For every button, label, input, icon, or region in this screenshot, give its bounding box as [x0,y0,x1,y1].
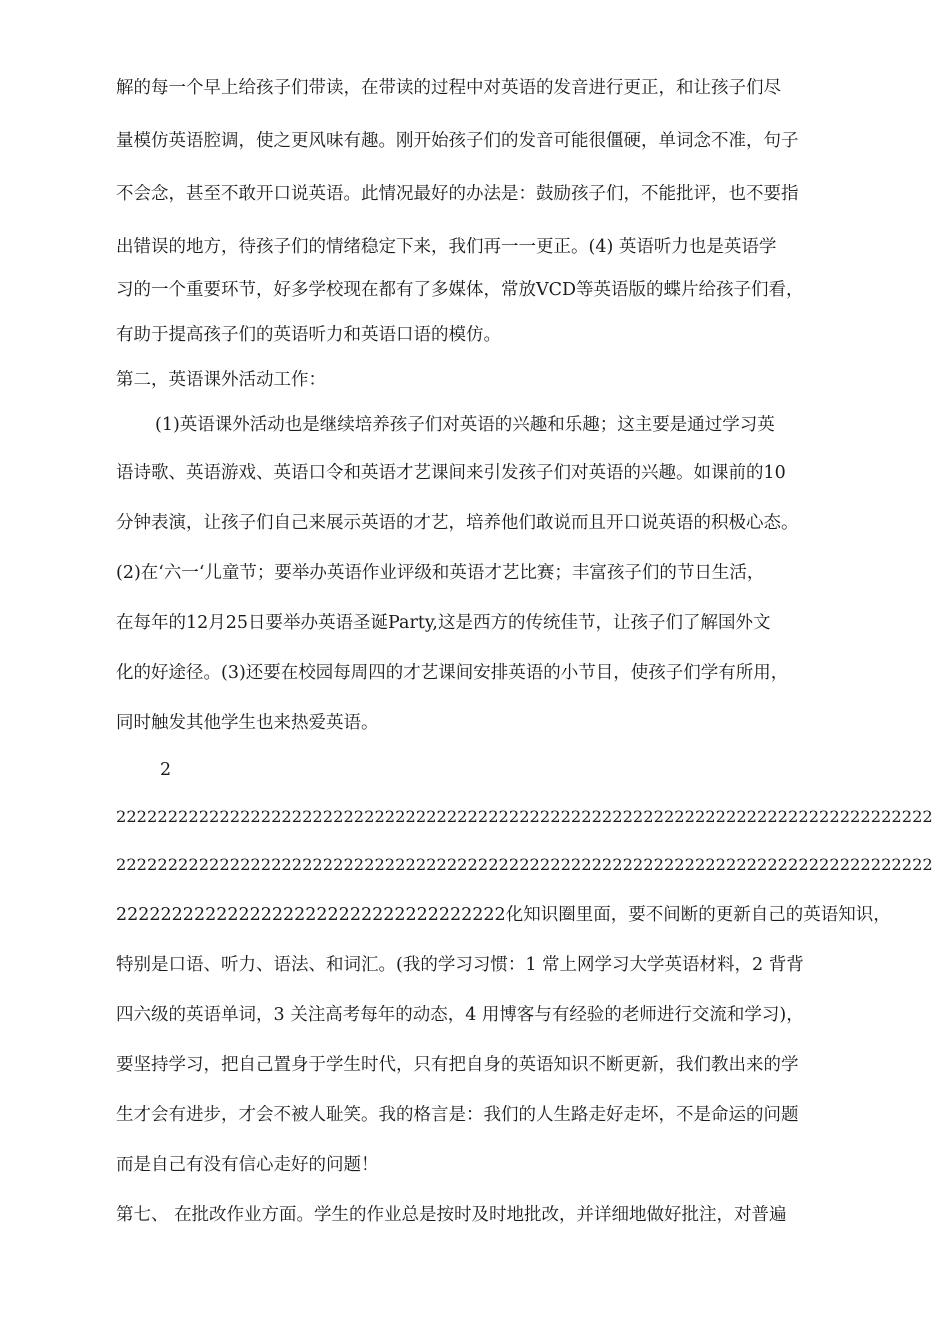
body-text-line: 分钟表演，让孩子们自己来展示英语的才艺，培养他们敢说而且开口说英语的积极心态。 [116,513,799,533]
body-text-line: 在每年的12月25日要举办英语圣诞Party,这是西方的传统佳节，让孩子们了解国外文 [116,613,771,633]
section-heading: 第七、 在批改作业方面。学生的作业总是按时及时地批改，并详细地做好批注，对普遍 [116,1205,787,1225]
body-text-line: 2222222222222222222222222222222222222222222222222222222222222222222222222222222 [116,807,933,826]
body-text-line: (1)英语课外活动也是继续培养孩子们对英语的兴趣和乐趣；这主要是通过学习英 [155,415,775,435]
body-text-line: 要坚持学习，把自己置身于学生时代，只有把自身的英语知识不断更新，我们教出来的学 [116,1055,799,1075]
body-text-line: 2222222222222222222222222222222222222222222222222222222222222222222222222222222 [116,855,933,874]
page-number: 2 [160,760,172,780]
body-text-line: 而是自己有没有信心走好的问题！ [116,1155,379,1175]
body-text-line: 习的一个重要环节，好多学校现在都有了多媒体，常放VCD等英语版的蝶片给孩子们看， [116,280,804,300]
body-text-line: 化的好途径。(3)还要在校园每周四的才艺课间安排英语的小节目，使孩子们学有所用， [116,663,789,683]
body-text-line: 同时触发其他学生也来热爱英语。 [116,713,379,733]
body-text-line: 四六级的英语单词，3 关注高考每年的动态，4 用博客与有经验的老师进行交流和学习)， [116,1005,804,1025]
body-text-line: 出错误的地方，待孩子们的情绪稳定下来，我们再一一更正。(4) 英语听力也是英语学 [116,237,777,257]
body-text-line: 语诗歌、英语游戏、英语口令和英语才艺课间来引发孩子们对英语的兴趣。如课前的10 [116,463,786,483]
body-text-line: 生才会有进步，才会不被人耻笑。我的格言是：我们的人生路走好走坏，不是命运的问题 [116,1105,799,1125]
body-text-line: 解的每一个早上给孩子们带读，在带读的过程中对英语的发音进行更正，和让孩子们尽 [116,78,781,98]
body-text-line: 有助于提高孩子们的英语听力和英语口语的模仿。 [116,325,501,345]
body-text-line: 量模仿英语腔调，使之更风味有趣。刚开始孩子们的发音可能很僵硬，单词念不准，句子 [116,131,799,151]
body-text-line: 特别是口语、听力、语法、和词汇。(我的学习习惯：1 常上网学习大学英语材料，2 背背 [116,955,804,975]
body-text-line: 不会念，甚至不敢开口说英语。此情况最好的办法是：鼓励孩子们，不能批评，也不要指 [116,184,799,204]
body-text-line: 22222222222222222222222222222222222化知识圈里面，要不间断的更新自己的英语知识， [116,905,891,925]
section-heading: 第二，英语课外活动工作： [116,370,326,390]
body-text-line: (2)在‘六一‘儿童节；要举办英语作业评级和英语才艺比赛；丰富孩子们的节日生活， [116,563,765,583]
